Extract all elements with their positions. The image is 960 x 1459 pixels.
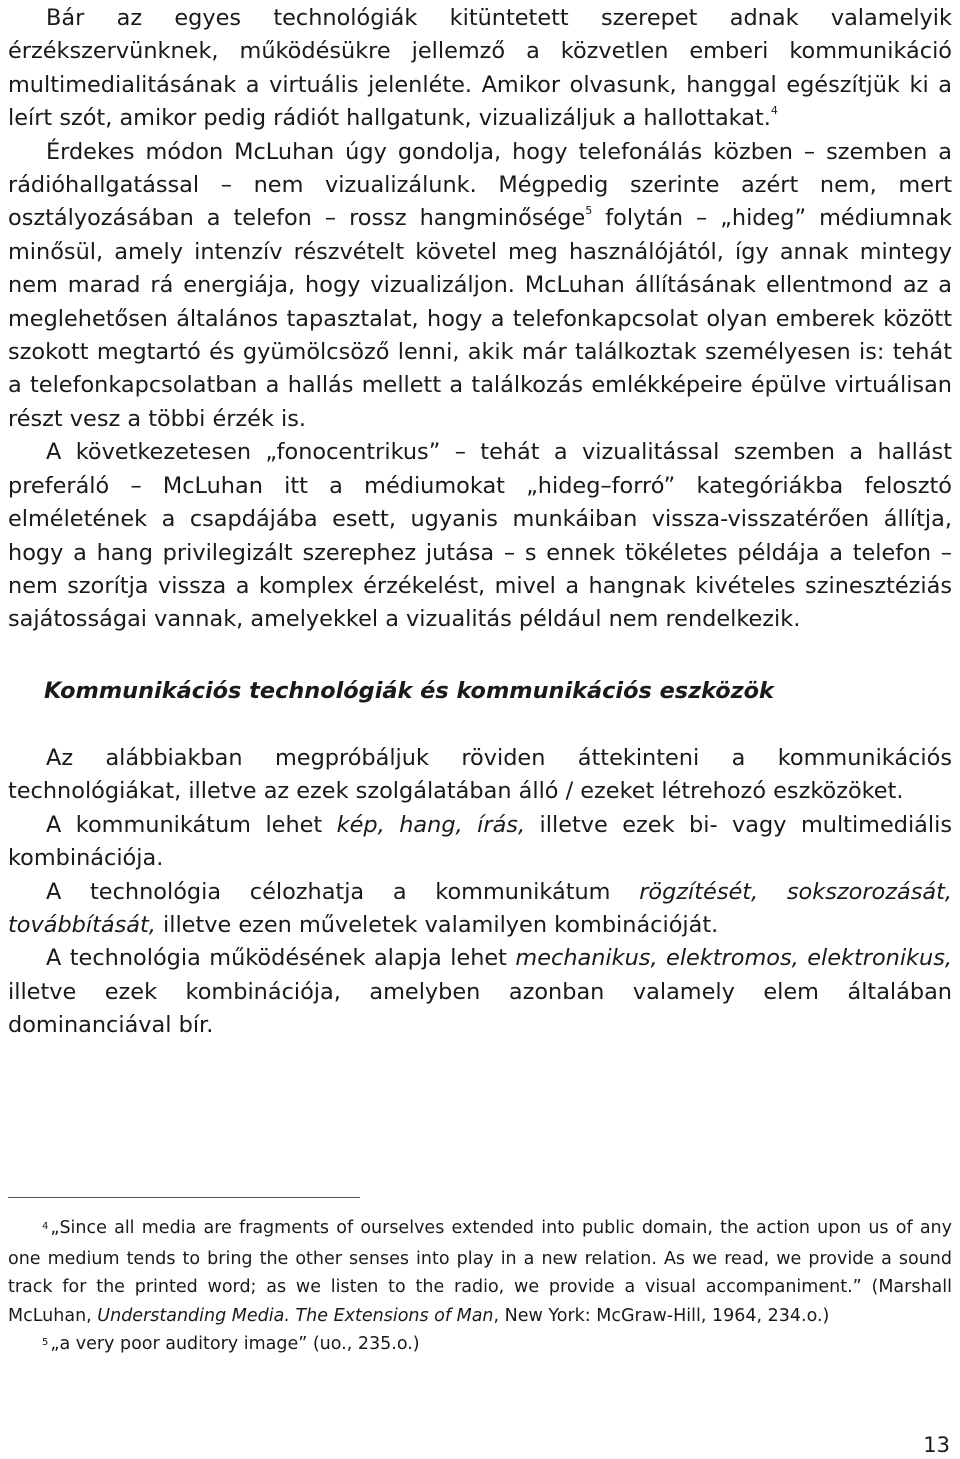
footnote-5 [8,1330,952,1361]
paragraph-4: Az alábbiakban megpróbáljuk röviden áttekinteni a kommunikációs technológiákat, illetve az ezek szolgálatában álló / ezeket létrehozó eszközöket. [8,745,952,805]
paragraph-2 [8,136,952,437]
paragraph-7-text-b: illetve ezek kombinációja, amelyben azonban valamely elem általában dominanciával bír. [8,978,952,1039]
footnote-4-text-a: „Since all media are fragments of ourselves extended into public domain, the action upon us of any one medium tends to bring the other senses into play in a new relation. As we read, we provide a sound track for the printed word; as we listen to the radio, we provide a visual accompaniment.” (Marshall McLuhan, [8,1218,952,1326]
footnote-4-text-b: , New York: McGraw-Hill, 1964, 234.o.) [493,1305,830,1326]
paragraph-7-text-a: A technológia működésének alapja lehet [46,945,516,972]
section-heading: Kommunikációs technológiák és kommunikációs eszközök [44,678,774,704]
paragraph-5-text-a: A kommunikátum lehet [46,811,337,838]
footnote-4-title: Understanding Media. The Extensions of Man [97,1305,494,1326]
page-number: 13 [923,1433,950,1457]
paragraph-6-text-a: A technológia célozhatja a kommunikátum [46,878,640,905]
paragraph-7-italic: mechanikus, elektromos, elektronikus, [515,945,952,972]
paragraph-7 [8,942,952,1042]
paragraph-1 [8,2,952,136]
paragraph-5-text-b: illetve ezek bi- vagy multimediális kombinációja. [8,811,953,872]
paragraph-6-text-b: illetve ezen műveletek valamilyen kombinációját. [155,912,719,939]
footnote-5-number: 5 [42,1336,49,1348]
paragraph-5 [8,809,952,876]
paragraph-5-italic: kép, hang, írás, [336,811,526,838]
paragraph-3: A következetesen „fonocentrikus” – tehát a vizualitással szemben a hallást preferáló – McLuhan itt a médiumokat „hideg–forró” kategóriákba felosztó elméletének a csapdájába esett, ugyanis munkáiban vissza-visszatérően állítja, hogy a hang privilegizált szerephez jutása – s ennek tökéletes példája a telefon – nem szorítja vissza a komplex érzékelést, mivel a hangnak kivételes szinesztéziás sajátosságai vannak, amelyekkel a vizualitás például nem rendelkezik. [8,439,952,633]
paragraph-6-italic: rögzítését, sokszorozását, továbbítását, [8,878,952,939]
footnotes [8,1214,952,1361]
footnote-5-text: „a very poor auditory image” (uo., 235.o.) [50,1333,420,1354]
paragraph-2-text-b: folytán – „hideg” médiumnak minősül, amely intenzív részvételt követel meg használójától, így annak mintegy nem marad rá energiája, hogy vizualizáljon. McLuhan állításának ellentmond az a meglehetősen általános tapasztalat, hogy a telefonkapcsolat olyan emberek között szokott megtartó és gyümölcsöző lenni, akik már találkoztak személyesen is: tehát a telefonkapcsolatban a hallás mellett a találkozás emlékképeire épülve virtuálisan részt vesz a többi érzék is. [8,205,953,432]
footnote-separator [8,1197,360,1198]
paragraph-1-text: Bár az egyes technológiák kitüntetett szerepet adnak valamelyik érzékszervünknek, működésükre jellemző a közvetlen emberi kommunikáció multimedialitásának a virtuális jelenléte. Amikor olvasunk, hanggal egészítjük ki a leírt szót, amikor pedig rádiót hallgatunk, vizualizáljuk a hallottakat. [8,5,952,132]
body-text-lower [8,742,952,1043]
paragraph-6 [8,876,952,943]
footnote-4-number: 4 [42,1221,49,1232]
paragraph-2-text-a: Érdekes módon McLuhan úgy gondolja, hogy telefonálás közben – szemben a rádióhallgatással – nem vizualizálunk. Mégpedig szerinte azért nem, mert osztályozásában a telefon – rossz hangminősége [8,138,952,232]
footnote-ref-4[interactable]: 4 [770,103,778,117]
footnote-ref-5[interactable]: 5 [585,203,593,217]
body-text-upper [8,2,952,637]
footnote-4 [8,1214,952,1330]
